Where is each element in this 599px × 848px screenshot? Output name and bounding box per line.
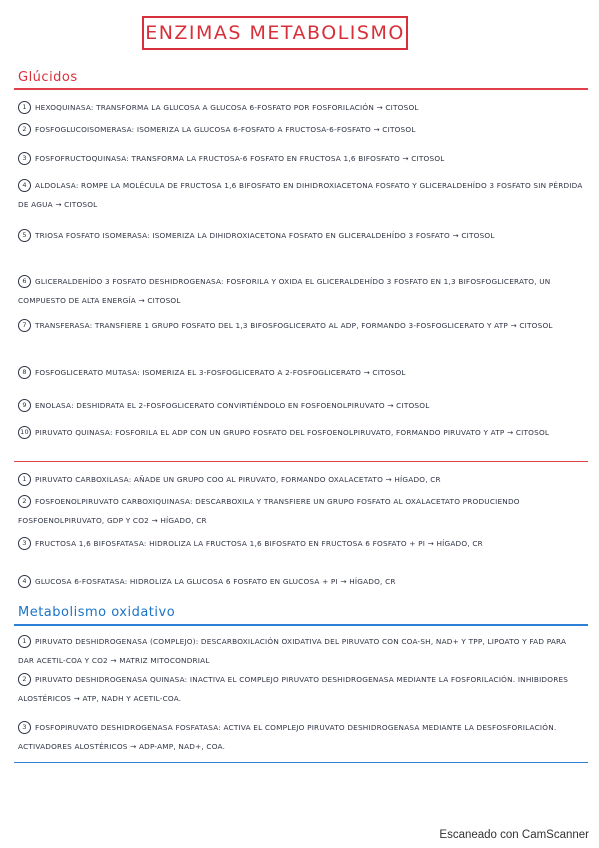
- item-text: FOSFOGLUCOISOMERASA: ISOMERIZA LA GLUCOSA 6-FOSFATO A FRUCTOSA-6-FOSFATO → CITOSOL: [35, 125, 416, 134]
- item-text: TRANSFERASA: TRANSFIERE 1 GRUPO FOSFATO DEL 1,3 BIFOSFOGLICERATO AL ADP, FORMANDO 3-FOSFOGLICERATO Y ATP → CITOSOL: [35, 321, 553, 330]
- item-number: 1: [18, 101, 31, 114]
- item-text: FOSFOFRUCTOQUINASA: TRANSFORMA LA FRUCTOSA-6 FOSFATO EN FRUCTOSA 1,6 BIFOSFATO → CITOSOL: [35, 154, 445, 163]
- item-number: 3: [18, 721, 31, 734]
- item-number: 3: [18, 537, 31, 550]
- section-divider: [14, 461, 588, 462]
- item-text: FOSFOPIRUVATO DESHIDROGENASA FOSFATASA: ACTIVA EL COMPLEJO PIRUVATO DESHIDROGENASA MEDIANTE LA DESFOSFORILACIÓN. ACTIVADORES ALOSTÉRICOS → ADP-AMP, NAD+, COA.: [18, 723, 557, 751]
- item-text: PIRUVATO DESHIDROGENASA (COMPLEJO): DESCARBOXILACIÓN OXIDATIVA DEL PIRUVATO CON COA-SH, NAD+ Y TPP, LIPOATO Y FAD PARA DAR ACETIL-COA Y CO2 → MATRIZ MITOCONDRIAL: [18, 637, 567, 665]
- item-number: 2: [18, 673, 31, 686]
- section-title-oxidativo: Metabolismo oxidativo: [18, 605, 176, 620]
- list-item: [18, 470, 583, 489]
- item-number: 3: [18, 152, 31, 165]
- item-number: 2: [18, 495, 31, 508]
- item-text: FOSFOGLICERATO MUTASA: ISOMERIZA EL 3-FOSFOGLICERATO A 2-FOSFOGLICERATO → CITOSOL: [35, 368, 406, 377]
- list-item: [18, 176, 583, 214]
- item-text: HEXOQUINASA: TRANSFORMA LA GLUCOSA A GLUCOSA 6-FOSFATO POR FOSFORILACIÓN → CITOSOL: [35, 103, 419, 112]
- section-rule-glucidos: [14, 88, 588, 90]
- scanner-watermark: Escaneado con CamScanner: [439, 829, 589, 841]
- item-text: ENOLASA: DESHIDRATA EL 2-FOSFOGLICERATO CONVIRTIÉNDOLO EN FOSFOENOLPIRUVATO → CITOSOL: [35, 401, 430, 410]
- item-number: 4: [18, 179, 31, 192]
- item-number: 5: [18, 229, 31, 242]
- item-number: 10: [18, 426, 31, 439]
- list-item: [18, 98, 583, 117]
- list-item: [18, 492, 583, 530]
- item-text: PIRUVATO DESHIDROGENASA QUINASA: INACTIVA EL COMPLEJO PIRUVATO DESHIDROGENASA MEDIANTE LA FOSFORILACIÓN. INHIBIDORES ALOSTÉRICOS → ATP, NADH Y ACETIL-COA.: [18, 675, 569, 703]
- item-text: PIRUVATO CARBOXILASA: AÑADE UN GRUPO COO AL PIRUVATO, FORMANDO OXALACETATO → HÍGADO, CR: [35, 475, 441, 484]
- item-text: FRUCTOSA 1,6 BIFOSFATASA: HIDROLIZA LA FRUCTOSA 1,6 BIFOSFATO EN FRUCTOSA 6 FOSFATO + PI → HÍGADO, CR: [35, 539, 483, 548]
- list-item: [18, 632, 583, 670]
- list-item: [18, 534, 583, 553]
- item-number: 1: [18, 473, 31, 486]
- list-item: [18, 572, 583, 591]
- list-item: [18, 396, 583, 415]
- list-item: [18, 363, 583, 382]
- section-rule-oxidativo: [14, 624, 588, 626]
- list-item: [18, 718, 583, 756]
- list-item: [18, 226, 583, 245]
- item-text: FOSFOENOLPIRUVATO CARBOXIQUINASA: DESCARBOXILA Y TRANSFIERE UN GRUPO FOSFATO AL OXALACETATO PRODUCIENDO FOSFOENOLPIRUVATO, GDP Y CO2 → HÍGADO, CR: [18, 497, 520, 525]
- item-number: 4: [18, 575, 31, 588]
- item-number: 7: [18, 319, 31, 332]
- list-item: [18, 670, 583, 708]
- page-title: ENZIMAS METABOLISMO: [145, 22, 405, 44]
- list-item: [18, 149, 583, 168]
- item-number: 1: [18, 635, 31, 648]
- list-item: [18, 120, 583, 139]
- section-title-glucidos: Glúcidos: [18, 70, 78, 85]
- list-item: [18, 272, 583, 310]
- title-box: [142, 16, 408, 50]
- bottom-rule: [14, 762, 588, 763]
- item-text: TRIOSA FOSFATO ISOMERASA: ISOMERIZA LA DIHIDROXIACETONA FOSFATO EN GLICERALDEHÍDO 3 FOSFATO → CITOSOL: [35, 231, 495, 240]
- item-number: 2: [18, 123, 31, 136]
- list-item: [18, 423, 583, 442]
- item-text: GLUCOSA 6-FOSFATASA: HIDROLIZA LA GLUCOSA 6 FOSFATO EN GLUCOSA + PI → HÍGADO, CR: [35, 577, 396, 586]
- item-number: 6: [18, 275, 31, 288]
- list-item: [18, 316, 583, 335]
- item-text: GLICERALDEHÍDO 3 FOSFATO DESHIDROGENASA: FOSFORILA Y OXIDA EL GLICERALDEHÍDO 3 FOSFATO EN 1,3 BIFOSFOGLICERATO, UN COMPUESTO DE ALTA ENERGÍA → CITOSOL: [18, 277, 551, 305]
- item-number: 8: [18, 366, 31, 379]
- item-number: 9: [18, 399, 31, 412]
- item-text: PIRUVATO QUINASA: FOSFORILA EL ADP CON UN GRUPO FOSFATO DEL FOSFOENOLPIRUVATO, FORMANDO PIRUVATO Y ATP → CITOSOL: [35, 428, 550, 437]
- item-text: ALDOLASA: ROMPE LA MOLÉCULA DE FRUCTOSA 1,6 BIFOSFATO EN DIHIDROXIACETONA FOSFATO Y GLICERALDEHÍDO 3 FOSFATO SIN PÉRDIDA DE AGUA → CITOSOL: [18, 181, 583, 209]
